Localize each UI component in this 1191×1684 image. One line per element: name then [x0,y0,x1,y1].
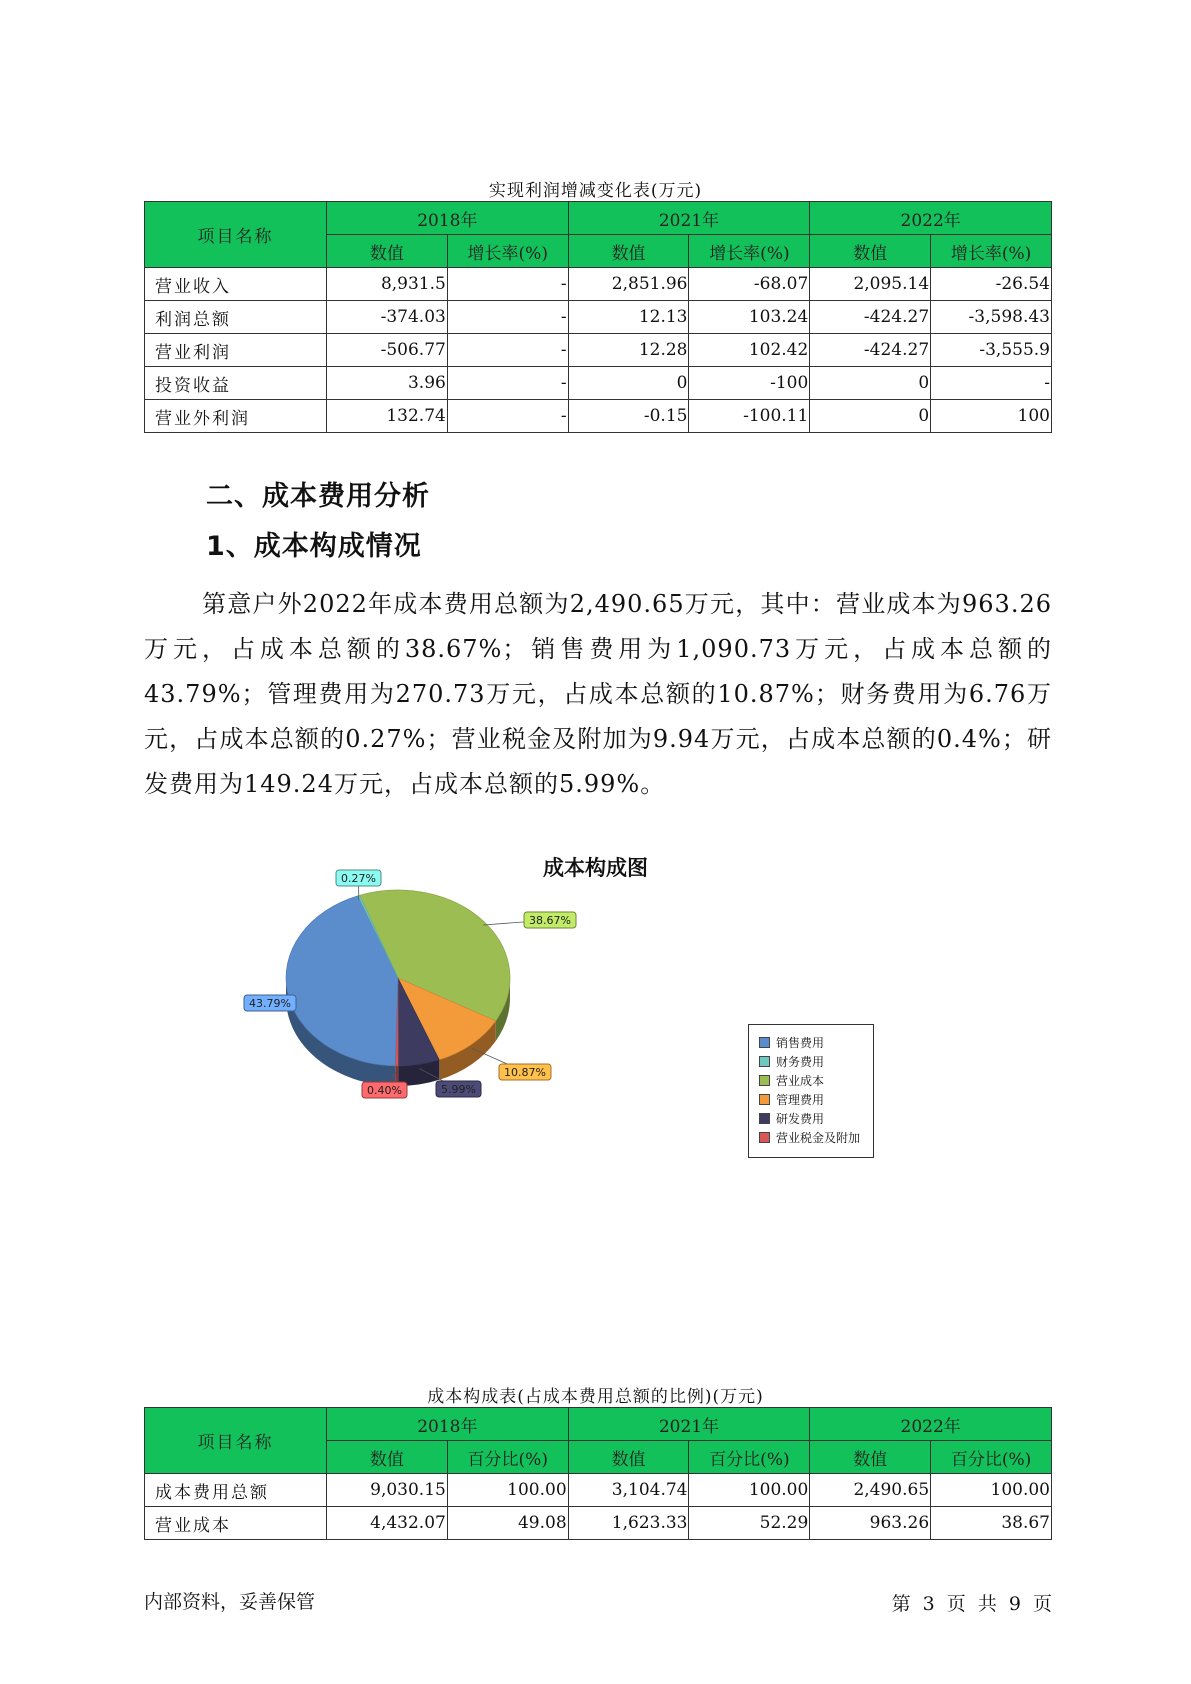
table-row [145,334,1052,367]
cell: 4,432.07 [327,1507,448,1540]
table-row [145,1474,1052,1507]
section-heading: 二、成本费用分析 [206,481,430,512]
table2-caption: 成本构成表(占成本费用总额的比例)(万元) [427,1387,764,1407]
legend-label: 营业税金及附加 [776,1131,861,1145]
cell: 0 [568,367,689,400]
legend-item [749,1071,873,1090]
data-label: 10.87% [504,1066,546,1079]
sub-header: 数值 [810,1441,931,1474]
cell: 100.00 [931,1474,1052,1507]
cell: -424.27 [810,301,931,334]
row-name: 营业成本 [145,1507,327,1540]
cell: -100.11 [689,400,810,433]
year-header: 2018年 [327,1408,569,1441]
table-row [145,367,1052,400]
column-header-name: 项目名称 [145,202,327,268]
chart-legend [748,1024,874,1158]
year-header: 2021年 [568,1408,810,1441]
cell: 102.42 [689,334,810,367]
legend-swatch [759,1075,770,1086]
legend-item [749,1090,873,1109]
data-label: 0.27% [341,872,376,885]
cell: -3,598.43 [931,301,1052,334]
year-header: 2022年 [810,1408,1052,1441]
row-name: 营业外利润 [145,400,327,433]
sub-header: 数值 [327,1441,448,1474]
cell: 8,931.5 [327,268,448,301]
cell: - [931,367,1052,400]
cell: 12.13 [568,301,689,334]
row-name: 营业利润 [145,334,327,367]
legend-swatch [759,1056,770,1067]
cell: 100.00 [689,1474,810,1507]
sub-heading: 1、成本构成情况 [206,531,422,562]
data-label: 0.40% [367,1084,402,1097]
cell: - [447,268,568,301]
sub-header: 数值 [568,235,689,268]
cell: 3.96 [327,367,448,400]
cost-summary-paragraph: 第意户外2022年成本费用总额为2,490.65万元，其中：营业成本为963.26万元，占成本总额的38.67%；销售费用为1,090.73万元，占成本总额的43.79%；管理费用为270.73万元，占成本总额的10.87%；财务费用为6.76万元，占成本总额的0.27%；营业税金及附加为9.94万元，占成本总额的0.4%；研发费用为149.24万元，占成本总额的5.99%。 [144,590,1052,798]
table-row [145,400,1052,433]
legend-label: 财务费用 [776,1055,825,1069]
cell: -100 [689,367,810,400]
cell: 0 [810,367,931,400]
cell: - [447,400,568,433]
year-header: 2018年 [327,202,569,235]
cell: 100.00 [447,1474,568,1507]
cost-structure-table [144,1407,1052,1540]
cell: -424.27 [810,334,931,367]
cell: -3,555.9 [931,334,1052,367]
cell: 132.74 [327,400,448,433]
table-row [145,268,1052,301]
legend-item [749,1052,873,1071]
cell: 1,623.33 [568,1507,689,1540]
legend-label: 营业成本 [776,1074,825,1088]
cell: -374.03 [327,301,448,334]
sub-header: 增长率(%) [447,235,568,268]
cell: -0.15 [568,400,689,433]
cell: 100 [931,400,1052,433]
legend-swatch [759,1094,770,1105]
cell: 3,104.74 [568,1474,689,1507]
cell: 0 [810,400,931,433]
cell: 49.08 [447,1507,568,1540]
sub-header: 数值 [810,235,931,268]
sub-header: 百分比(%) [931,1441,1052,1474]
column-header-name: 项目名称 [145,1408,327,1474]
legend-swatch [759,1037,770,1048]
sub-header: 百分比(%) [447,1441,568,1474]
row-name: 利润总额 [145,301,327,334]
year-header: 2021年 [568,202,810,235]
sub-header: 增长率(%) [689,235,810,268]
legend-item [749,1109,873,1128]
cell: 2,490.65 [810,1474,931,1507]
year-header: 2022年 [810,202,1052,235]
table-row [145,301,1052,334]
legend-label: 研发费用 [776,1112,825,1126]
data-label: 5.99% [441,1083,476,1096]
cell: 2,851.96 [568,268,689,301]
legend-swatch [759,1113,770,1124]
sub-header: 百分比(%) [689,1441,810,1474]
row-name: 投资收益 [145,367,327,400]
cell: - [447,367,568,400]
table1-caption: 实现利润增减变化表(万元) [488,181,703,201]
cell: - [447,334,568,367]
cell: -26.54 [931,268,1052,301]
chart-title: 成本构成图 [543,856,648,880]
footer-confidential: 内部资料，妥善保管 [144,1591,316,1613]
cell: 103.24 [689,301,810,334]
legend-item [749,1033,873,1052]
cell: 2,095.14 [810,268,931,301]
legend-item [749,1128,873,1147]
cell: -506.77 [327,334,448,367]
table-row [145,1507,1052,1540]
cell: 52.29 [689,1507,810,1540]
cell: 12.28 [568,334,689,367]
row-name: 营业收入 [145,268,327,301]
data-label: 43.79% [249,997,291,1010]
row-name: 成本费用总额 [145,1474,327,1507]
cell: 9,030.15 [327,1474,448,1507]
cell: -68.07 [689,268,810,301]
cell: 963.26 [810,1507,931,1540]
sub-header: 增长率(%) [931,235,1052,268]
legend-label: 销售费用 [776,1036,825,1050]
legend-swatch [759,1132,770,1143]
cell: - [447,301,568,334]
data-label: 38.67% [529,914,571,927]
legend-label: 管理费用 [776,1093,825,1107]
cost-pie-chart [200,872,620,1180]
page-number: 第 3 页 共 9 页 [891,1593,1052,1615]
cell: 38.67 [931,1507,1052,1540]
sub-header: 数值 [327,235,448,268]
sub-header: 数值 [568,1441,689,1474]
profit-change-table [144,201,1052,433]
